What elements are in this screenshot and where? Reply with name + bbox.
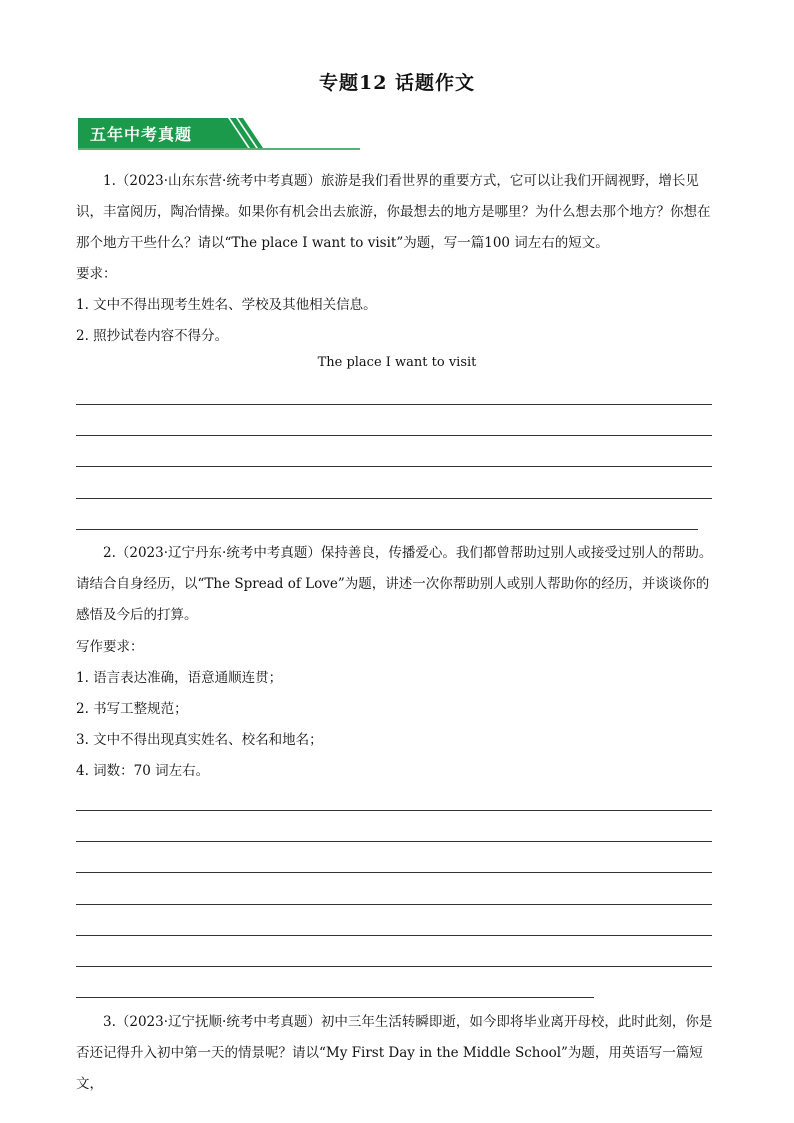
question-2-text: 2.（2023·辽宁丹东·统考中考真题）保持善良，传播爱心。我们都曾帮助过别人或接受过别人的帮助。请结合自身经历，以“The Spread of Love”为题，讲述一次你帮助别人或别人帮助你的经历，并谈谈你的感悟及今后的打算。 <box>76 545 713 623</box>
answer-line <box>76 466 712 467</box>
answer-line <box>76 935 712 936</box>
answer-line <box>76 872 712 873</box>
question-1-essay-title: The place I want to visit <box>317 355 477 370</box>
question-1-requirements-heading: 要求： <box>76 266 117 282</box>
answer-line <box>76 997 594 998</box>
answer-line <box>76 498 712 499</box>
answer-line <box>76 904 712 905</box>
question-2-requirements-heading: 写作要求： <box>76 639 144 655</box>
answer-line <box>76 841 712 842</box>
section-label: 五年中考真题 <box>90 125 193 144</box>
answer-line <box>76 435 712 436</box>
section-banner <box>78 116 360 150</box>
question-3-text: 3.（2023·辽宁抚顺·统考中考真题）初中三年生活转瞬即逝，如今即将毕业离开母校，此时此刻，你是否还记得升入初中第一天的情景呢？请以“My First Day in the Middle School”为题，用英语写一篇短文， <box>76 1014 713 1092</box>
question-2-requirement-3: 3. 文中不得出现真实姓名、校名和地名； <box>76 732 323 748</box>
question-1-requirement-1: 1. 文中不得出现考生姓名、学校及其他相关信息。 <box>76 297 377 313</box>
answer-line <box>76 966 712 967</box>
question-2-requirement-1: 1. 语言表达准确，语意通顺连贯； <box>76 670 283 686</box>
answer-line <box>76 529 698 530</box>
question-1-requirement-2: 2. 照抄试卷内容不得分。 <box>76 328 229 344</box>
answer-line <box>76 810 712 811</box>
answer-line <box>76 404 712 405</box>
page-title: 专题12 话题作文 <box>318 72 476 94</box>
question-1-text: 1.（2023·山东东营·统考中考真题）旅游是我们看世界的重要方式，它可以让我们开阔视野，增长见识，丰富阅历，陶冶情操。如果你有机会出去旅游，你最想去的地方是哪里？为什么想去那个地方？你想在那个地方干些什么？请以“The place I want to visit”为题，写一篇100 词左右的短文。 <box>76 173 711 251</box>
question-2-requirement-2: 2. 书写工整规范； <box>76 701 188 717</box>
question-2-requirement-4: 4. 词数：70 词左右。 <box>76 763 210 779</box>
